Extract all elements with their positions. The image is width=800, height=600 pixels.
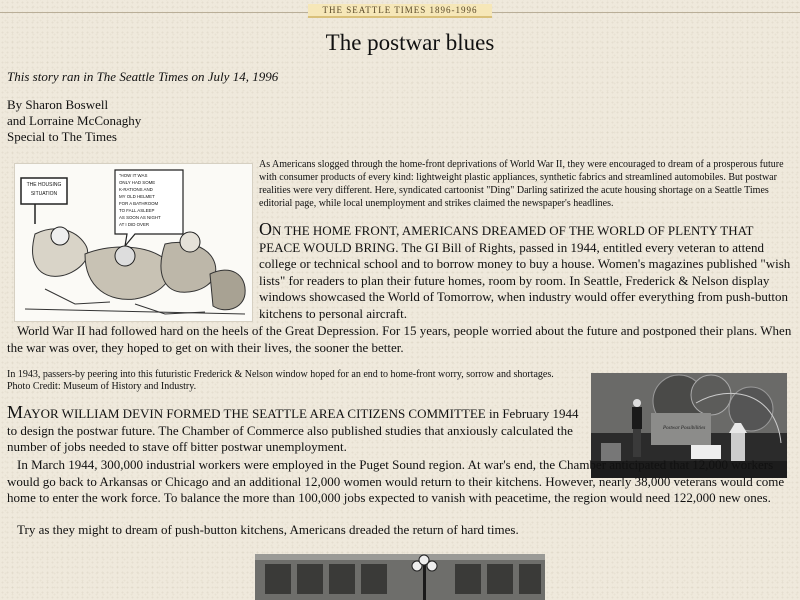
svg-text:AS SOON AS NIGHT: AS SOON AS NIGHT	[119, 215, 161, 220]
article-title: The postwar blues	[325, 30, 495, 55]
section2-drop-cap: M	[7, 402, 24, 422]
section1-drop-cap: O	[259, 219, 272, 239]
section2-paragraph-2: In March 1944, 300,000 industrial workers were employed in the Puget Sound region. At war's end, the Chamber anticipated that 12,000 workers would go back to Arkansas or Chicago and an additional 12,000 women would return to their kitchens. However, nearly 38,000 veterans would come home to enter the work force. To balance the more than 100,000 jobs expected to vanish with peacetime, the region would need 122,000 new ones.	[7, 457, 785, 505]
svg-text:Postwar Possibilities: Postwar Possibilities	[663, 426, 706, 431]
section2-lead-caps: AYOR WILLIAM DEVIN FORMED THE SEATTLE AREA CITIZENS COMMITTEE	[23, 406, 486, 421]
section1-lead-text: The GI Bill of Rights, passed in 1944, entitled every veteran to attend college or technical school and to borrow money to buy a house. Women's magazines published "wish lists" for readers to plan their future homes, room by room. In Seattle, Frederick & Nelson display windows showcased the World of Tomorrow, when industry would offer everything from push-button kitchens to personal aircraft.	[259, 239, 791, 321]
masthead-link[interactable]: THE SEATTLE TIMES 1896-1996	[308, 4, 492, 18]
window-photo-caption	[7, 369, 582, 393]
window-photo-credit: Photo Credit: Museum of History and Industry.	[7, 381, 197, 392]
byline-author-1: By Sharon Boswell	[7, 97, 109, 112]
section1-lead-caps: N THE HOME FRONT, AMERICANS DREAMED OF THE WORLD OF PLENTY THAT PEACE WOULD BRING.	[259, 223, 754, 255]
svg-text:THE HOUSING: THE HOUSING	[26, 182, 62, 188]
window-photo-caption-text: In 1943, passers-by peering into this futuristic Frederick & Nelson window hoped for an end to home-front worry, sorrow and shortages.	[7, 369, 554, 380]
section2-lead-text: in February 1944 to design the postwar future. The Chamber of Commerce also published studies that anxiously calculated the number of jobs needed to stave off bitter postwar unemployment.	[7, 406, 579, 454]
cartoon-caption: As Americans slogged through the home-front deprivations of World War II, they were encouraged to dream of a prosperous future with consumer products of every kind: lightweight plastic appliances, synthetic fabrics and streamlined automobiles. But postwar realities were very different. Here, syndicated cartoonist "Ding" Darling satirized the acute housing shortage on a Seattle Times editorial page, while local unemployment and strikes claimed the newspaper's headlines.	[259, 159, 784, 209]
section1-paragraph-2: World War II had followed hard on the heels of the Great Depression. For 15 years, people worried about the future and postponed their plans. When the war was over, they hoped to get on with their lives, the sooner the better.	[7, 323, 792, 355]
byline	[7, 97, 141, 145]
section2-paragraph-3: Try as they might to dream of push-button kitchens, Americans dreaded the return of hard times.	[17, 522, 519, 537]
svg-text:FOR A BATHROOM: FOR A BATHROOM	[119, 201, 159, 206]
section2-lead-paragraph	[7, 404, 582, 456]
svg-text:SITUATION: SITUATION	[30, 191, 58, 197]
section1-lead-paragraph	[259, 221, 795, 322]
svg-text:"HOW IT WAS: "HOW IT WAS	[119, 173, 148, 178]
byline-affiliation: Special to The Times	[7, 129, 117, 144]
svg-text:MY OLD HELMET: MY OLD HELMET	[119, 194, 155, 199]
housing-cartoon-image	[14, 163, 253, 322]
svg-text:ONLY HAD SOME: ONLY HAD SOME	[119, 180, 156, 185]
svg-text:AT I DID OVER: AT I DID OVER	[119, 222, 150, 227]
svg-text:K-RATIONS AND: K-RATIONS AND	[119, 187, 153, 192]
publication-note: This story ran in The Seattle Times on July 14, 1996	[7, 69, 279, 84]
street-photo	[255, 554, 545, 600]
byline-author-2: and Lorraine McConaghy	[7, 113, 142, 128]
svg-text:TO FALL ASLEEP: TO FALL ASLEEP	[119, 208, 155, 213]
